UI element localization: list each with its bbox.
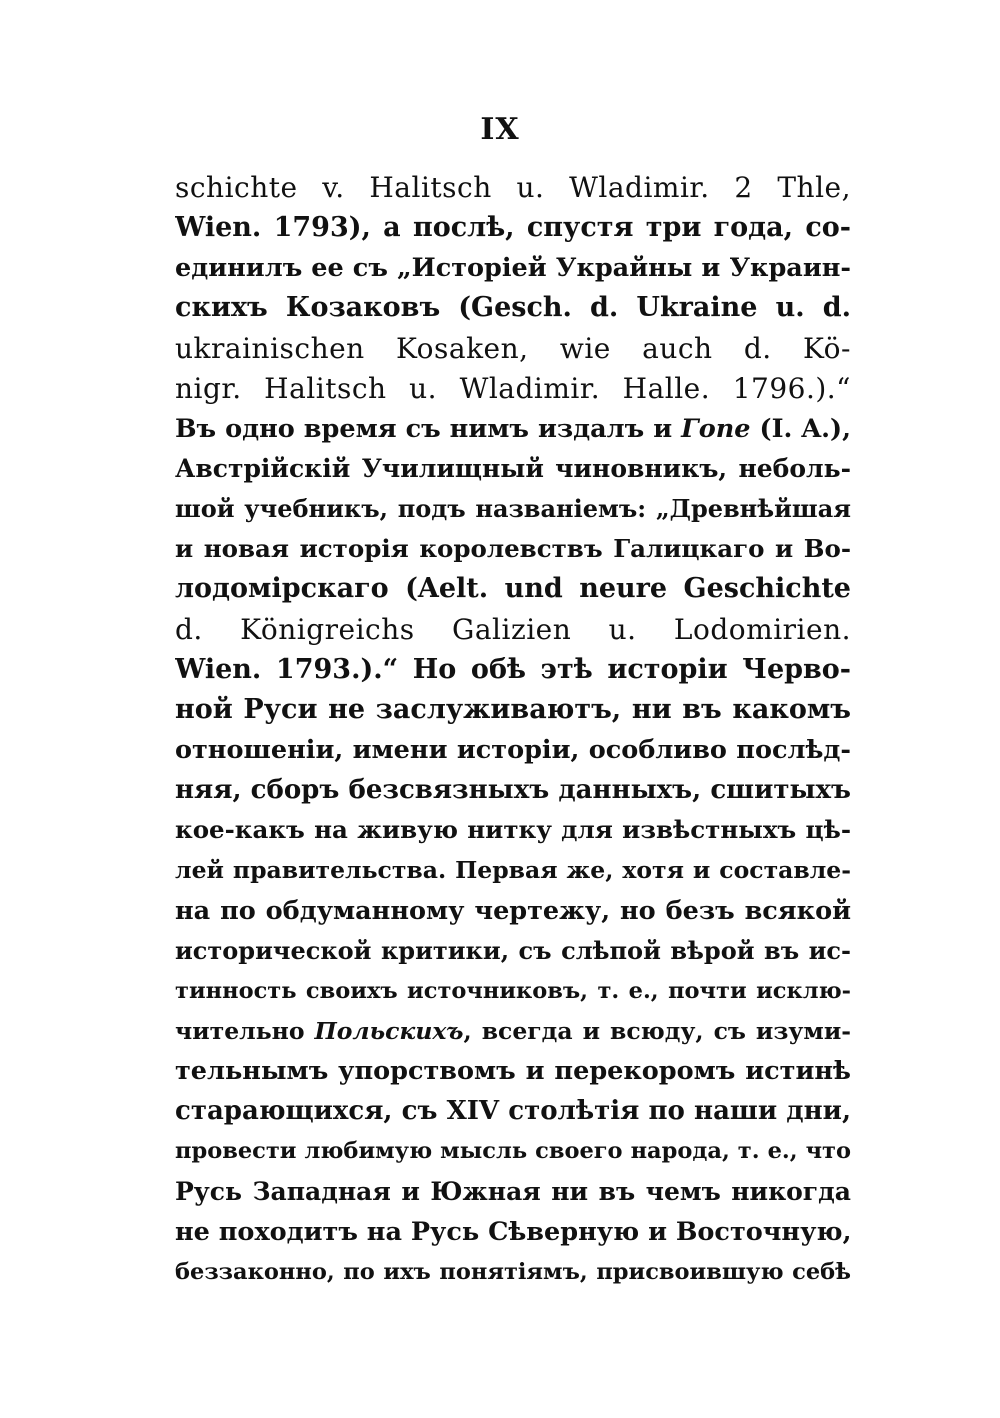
text-line: nigr. Halitsch u. Wladimir. Halle. 1796.).“ bbox=[175, 371, 851, 405]
text-line: няя, сборъ безсвязныхъ данныхъ, сшитыхъ bbox=[175, 775, 851, 806]
text-line: исторической критики, съ слѣпой вѣрой въ ис- bbox=[175, 935, 851, 965]
text-line: единилъ ее съ „Исторіей Украйны и Украин- bbox=[175, 253, 851, 284]
text-line: не походитъ на Русь Сѣверную и Восточную, bbox=[175, 1216, 851, 1247]
text-line: провести любимую мысль своего народа, т. е., что bbox=[175, 1138, 851, 1165]
text-line: лей правительства. Первая же, хотя и составле- bbox=[175, 856, 851, 885]
text-line bbox=[175, 409, 851, 449]
text-line: тинность своихъ источниковъ, т. е., почти исклю- bbox=[175, 977, 851, 1004]
text-line: Русь Западная и Южная ни въ чемъ никогда bbox=[175, 1176, 851, 1206]
text-line: ной Руси не заслуживаютъ, ни въ какомъ bbox=[175, 693, 851, 725]
text-segment: чительно bbox=[175, 1016, 315, 1045]
text-line: d. Königreichs Galizien u. Lodomirien. bbox=[175, 612, 851, 646]
italic-name: Польскихъ bbox=[314, 1016, 464, 1045]
text-line: Wien. 1793.).“ Но обѣ этѣ исторіи Червo- bbox=[175, 653, 851, 685]
text-line: тельнымъ упорствомъ и перекоромъ истинѣ bbox=[175, 1056, 851, 1087]
text-line: лодомірскаго (Aelt. und neure Geschichte bbox=[175, 573, 851, 605]
text-segment: , всегда и всюду, съ изуми- bbox=[463, 1016, 851, 1045]
text-segment: Въ одно время съ нимъ издалъ и bbox=[175, 413, 682, 444]
italic-name: Гопе bbox=[681, 413, 751, 444]
page-number: IX bbox=[480, 112, 520, 147]
text-line bbox=[175, 1011, 851, 1051]
text-line: отношеніи, имени исторіи, особливо послѣд- bbox=[175, 734, 851, 765]
text-line: schichte v. Halitsch u. Wladimir. 2 Thle, bbox=[175, 171, 851, 204]
text-line: старающихся, съ XIV столѣтія по наши дни, bbox=[175, 1096, 851, 1127]
text-line: беззаконно, по ихъ понятіямъ, присвоившую себѣ bbox=[175, 1258, 851, 1285]
text-line: шой учебникъ, подъ названіемъ: „Древнѣйшая bbox=[175, 494, 851, 524]
text-line: Австрійскій Училищный чиновникъ, неболь- bbox=[175, 453, 851, 483]
text-line: Wien. 1793), а послѣ, спустя три года, со- bbox=[175, 212, 851, 244]
text-line: ukrainischen Kosaken, wie auch d. Kö- bbox=[175, 331, 851, 365]
text-line: и новая исторія королевствъ Галицкаго и Во- bbox=[175, 534, 851, 564]
text-line: кое-какъ на живую нитку для извѣстныхъ цѣ- bbox=[175, 815, 851, 845]
text-line: скихъ Козаковъ (Gesch. d. Ukraine u. d. bbox=[175, 292, 851, 324]
body-text bbox=[175, 168, 851, 1292]
text-segment: (I. A.), bbox=[750, 413, 851, 444]
text-line: на по обдуманному чертежу, но безъ всякой bbox=[175, 895, 851, 926]
